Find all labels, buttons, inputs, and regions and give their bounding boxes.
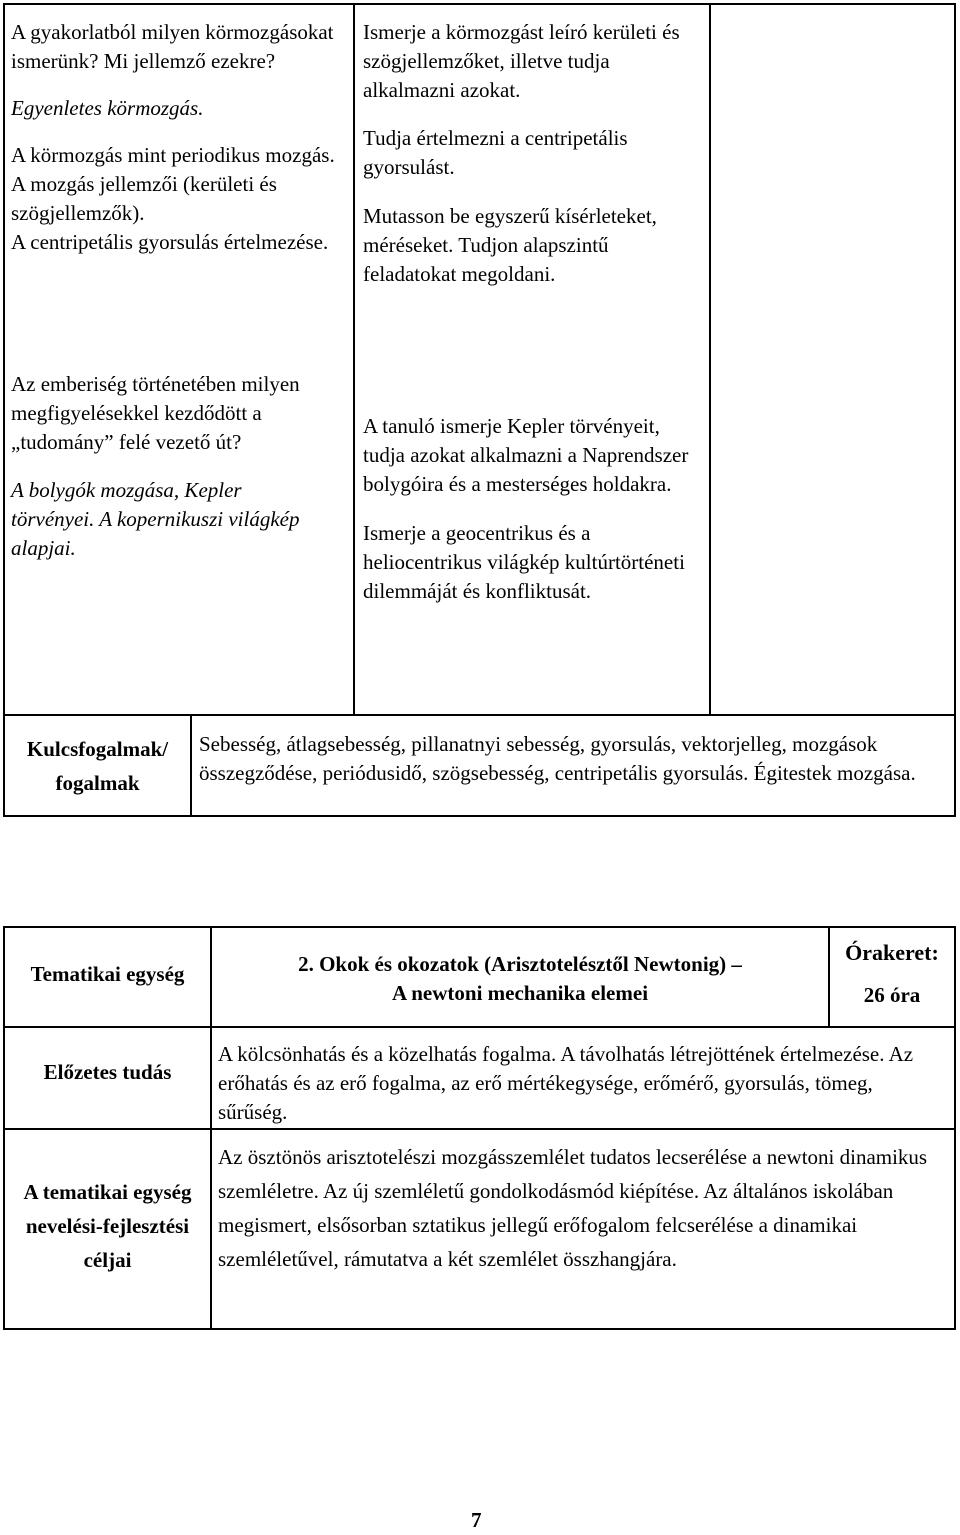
keyconcepts-text: Sebesség, átlagsebesség, pillanatnyi sebesség, gyorsulás, vektorjelleg, mozgások összegződése, periódusidő, szögsebesség, centripetális gyorsulás. Égitestek mozgása. xyxy=(199,732,916,785)
topic-kepler: A bolygók mozgása, Kepler törvényei. A kopernikuszi világkép alapjai. xyxy=(11,478,300,560)
line-characteristics: A mozgás jellemzői (kerületi és szögjellemzők). xyxy=(11,172,277,225)
keyconcepts-label xyxy=(5,732,190,800)
req-worldview: Ismerje a geocentrikus és a heliocentrikus világkép kultúrtörténeti dilemmáját és konfliktusát. xyxy=(363,521,685,603)
unit-label: Tematikai egység xyxy=(30,962,185,986)
goals-text: Az ösztönös arisztotelészi mozgásszemlélet tudatos lecserélése a newtoni dinamikus szemléletre. Az új szemléletű gondolkodásmód kiépítése. Az általános iskolában megismert, elsősorban sztatikus jellegű erőfogalom felcserélése a dinamikai szemléletűvel, rámutatva a két szemlélet összhangjára. xyxy=(218,1145,928,1271)
keyconcepts-label-line1: Kulcsfogalmak/ xyxy=(26,737,169,761)
topic-uniform-circular: Egyenletes körmozgás. xyxy=(11,96,204,120)
req-experiments: Mutasson be egyszerű kísérleteket, méréseket. Tudjon alapszintű feladatokat megoldani. xyxy=(363,204,657,286)
unit-title xyxy=(212,950,828,1008)
prior-label: Előzetes tudás xyxy=(43,1060,172,1084)
unit-title-line1: 2. Okok és okozatok (Arisztotelésztől Newtonig) – xyxy=(298,952,742,976)
col2-block1 xyxy=(363,18,693,289)
hours-label: Órakeret: xyxy=(845,940,939,965)
col1-block1 xyxy=(11,18,341,257)
prior-text: A kölcsönhatás és a közelhatás fogalma. A távolhatás létrejöttének értelmezése. Az erőhatás és az erő fogalma, az erő mértékegysége, erőmérő, gyorsulás, tömeg, sűrűség. xyxy=(218,1042,914,1124)
req-centripetal: Tudja értelmezni a centripetális gyorsulást. xyxy=(363,126,628,179)
line-periodic: A körmozgás mint periodikus mozgás. xyxy=(11,143,335,167)
page-number: 7 xyxy=(471,1508,482,1532)
hours-box xyxy=(830,938,954,1010)
req-kepler: A tanuló ismerje Kepler törvényeit, tudja azokat alkalmazni a Naprendszer bolygóira és a mesterséges holdakra. xyxy=(363,414,689,496)
unit-title-line2: A newtoni mechanika elemei xyxy=(391,981,649,1005)
req-kinematics: Ismerje a körmozgást leíró kerületi és szögjellemzőket, illetve tudja alkalmazni azokat. xyxy=(363,20,680,102)
keyconcepts-label-line2: fogalmak xyxy=(55,771,140,795)
col2-block2 xyxy=(363,412,693,606)
question-history: Az emberiség történetében milyen megfigyelésekkel kezdődött a „tudomány” felé vezető út? xyxy=(11,372,300,454)
goals-label: A tematikai egység nevelési-fejlesztési céljai xyxy=(23,1180,192,1272)
hours-value: 26 óra xyxy=(863,983,921,1007)
question-circular-motion: A gyakorlatból milyen körmozgásokat ismerünk? Mi jellemző ezekre? xyxy=(11,20,334,73)
line-centripetal: A centripetális gyorsulás értelmezése. xyxy=(11,230,329,254)
col1-block2 xyxy=(11,370,311,563)
